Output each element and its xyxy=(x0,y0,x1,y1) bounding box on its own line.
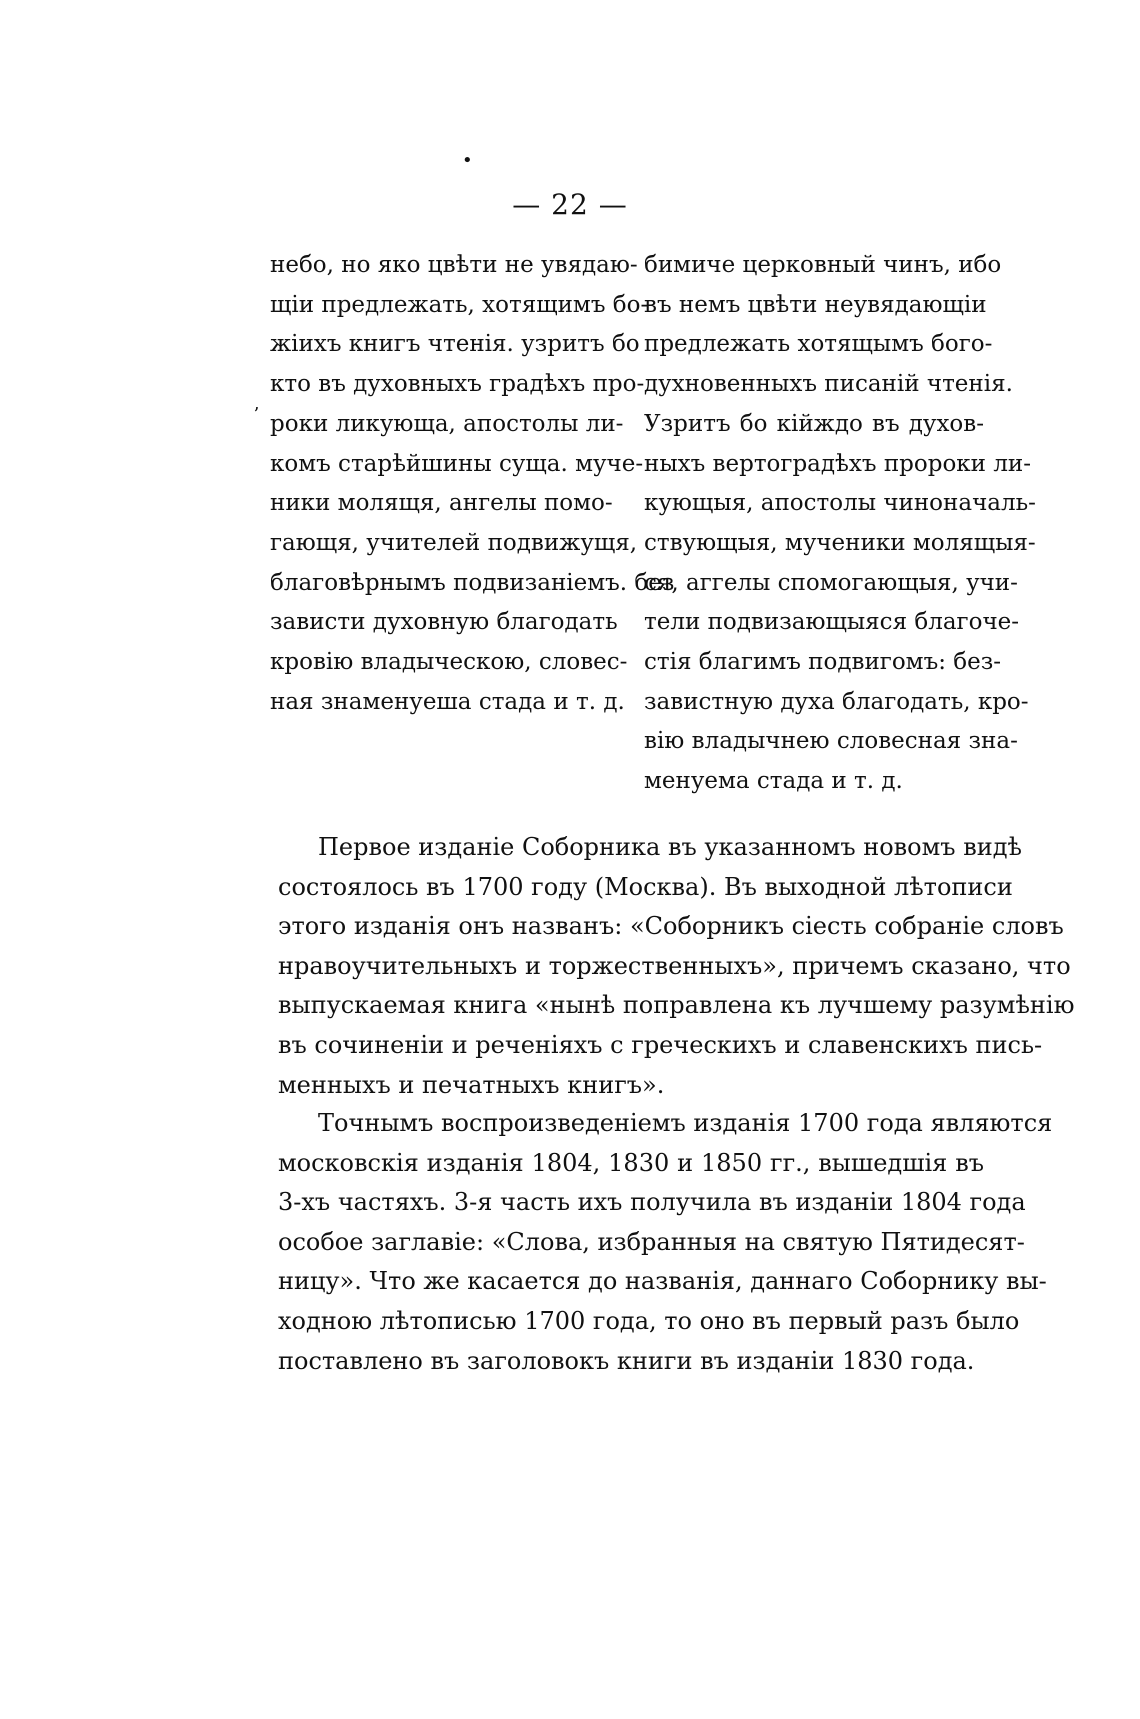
text-line: этого изданія онъ названъ: «Соборникъ сіесть собраніе словъ xyxy=(278,912,1064,941)
text-line: небо, но яко цвѣти не увядаю- xyxy=(270,252,638,278)
text-line: ствующыя, мученики молящыя- xyxy=(644,529,1036,556)
text-line: выпускаемая книга «нынѣ поправлена къ лучшему разумѣнію xyxy=(278,991,1075,1020)
text-line: жіихъ книгъ чтенія. узритъ бо xyxy=(270,331,640,358)
stray-tick-mark: ʼ xyxy=(253,404,259,425)
text-line: московскія изданія 1804, 1830 и 1850 гг., вышедшія въ xyxy=(278,1148,984,1177)
text-line: кующыя, апостолы чиноначаль- xyxy=(644,490,1036,517)
text-line: менуема стада и т. д. xyxy=(644,768,903,795)
text-line: состоялось въ 1700 году (Москва). Въ выходной лѣтописи xyxy=(278,872,1013,901)
text-line: ная знаменуеша стада и т. д. xyxy=(270,688,625,715)
paragraph-reproductions xyxy=(278,1104,1053,1381)
paragraph-first-edition xyxy=(278,828,1075,1105)
text-line: завистную духа благодать, кро- xyxy=(644,688,1029,715)
page-number: — 22 — xyxy=(512,188,628,221)
stray-dot-mark: • xyxy=(462,150,473,171)
text-line: щіи предлежать, хотящимъ бо- xyxy=(270,291,649,318)
text-line: духновенныхъ писаній чтенія. xyxy=(644,371,1013,398)
text-line: тели подвизающыяся благоче- xyxy=(644,609,1020,636)
text-line: благовѣрнымъ подвизаніемъ. без xyxy=(270,569,675,596)
text-line: роки ликующа, апостолы ли- xyxy=(270,410,624,437)
text-line: Точнымъ воспроизведеніемъ изданія 1700 года являются xyxy=(318,1109,1053,1137)
left-quote-column xyxy=(270,246,675,722)
text-line: нравоучительныхъ и торжественныхъ», причемъ сказано, что xyxy=(278,951,1071,980)
text-line: гающя, учителей подвижущя, xyxy=(270,529,638,556)
text-line: предлежать хотящымъ бого- xyxy=(644,331,993,358)
text-line: Узритъ бо кійждо въ духов- xyxy=(644,410,984,437)
text-line: менныхъ и печатныхъ книгъ». xyxy=(278,1070,665,1099)
text-line: Первое изданіе Соборника въ указанномъ новомъ видѣ xyxy=(318,833,1022,861)
text-line: поставлено въ заголовокъ книги въ изданіи 1830 года. xyxy=(278,1346,975,1375)
text-line: бимиче церковный чинъ, ибо xyxy=(644,252,1002,278)
text-line: въ сочиненіи и реченіяхъ с греческихъ и славенскихъ пись- xyxy=(278,1030,1043,1059)
text-line: комъ старѣйшины суща. муче- xyxy=(270,450,644,477)
text-line: въ немъ цвѣти неувядающіи xyxy=(644,291,987,318)
right-quote-column xyxy=(644,246,1036,802)
text-line: ники молящя, ангелы помо- xyxy=(270,490,613,517)
text-line: зависти духовную благодать xyxy=(270,609,618,636)
text-line: вію владычнею словесная зна- xyxy=(644,728,1018,755)
text-line: кровію владыческою, словес- xyxy=(270,649,628,676)
text-line: кто въ духовныхъ градѣхъ про- xyxy=(270,371,645,398)
text-line: 3-хъ частяхъ. 3-я часть ихъ получила въ изданіи 1804 года xyxy=(278,1188,1026,1217)
text-line: ницу». Что же касается до названія, даннаго Соборнику вы- xyxy=(278,1267,1047,1296)
text-line: ся, аггелы спомогающыя, учи- xyxy=(644,569,1018,596)
text-line: ходною лѣтописью 1700 года, то оно въ первый разъ было xyxy=(278,1306,1020,1335)
text-line: ныхъ вертоградѣхъ пророки ли- xyxy=(644,450,1032,477)
text-line: особое заглавіе: «Слова, избранныя на святую Пятидесят- xyxy=(278,1227,1025,1256)
text-line: стія благимъ подвигомъ: без- xyxy=(644,649,1002,676)
